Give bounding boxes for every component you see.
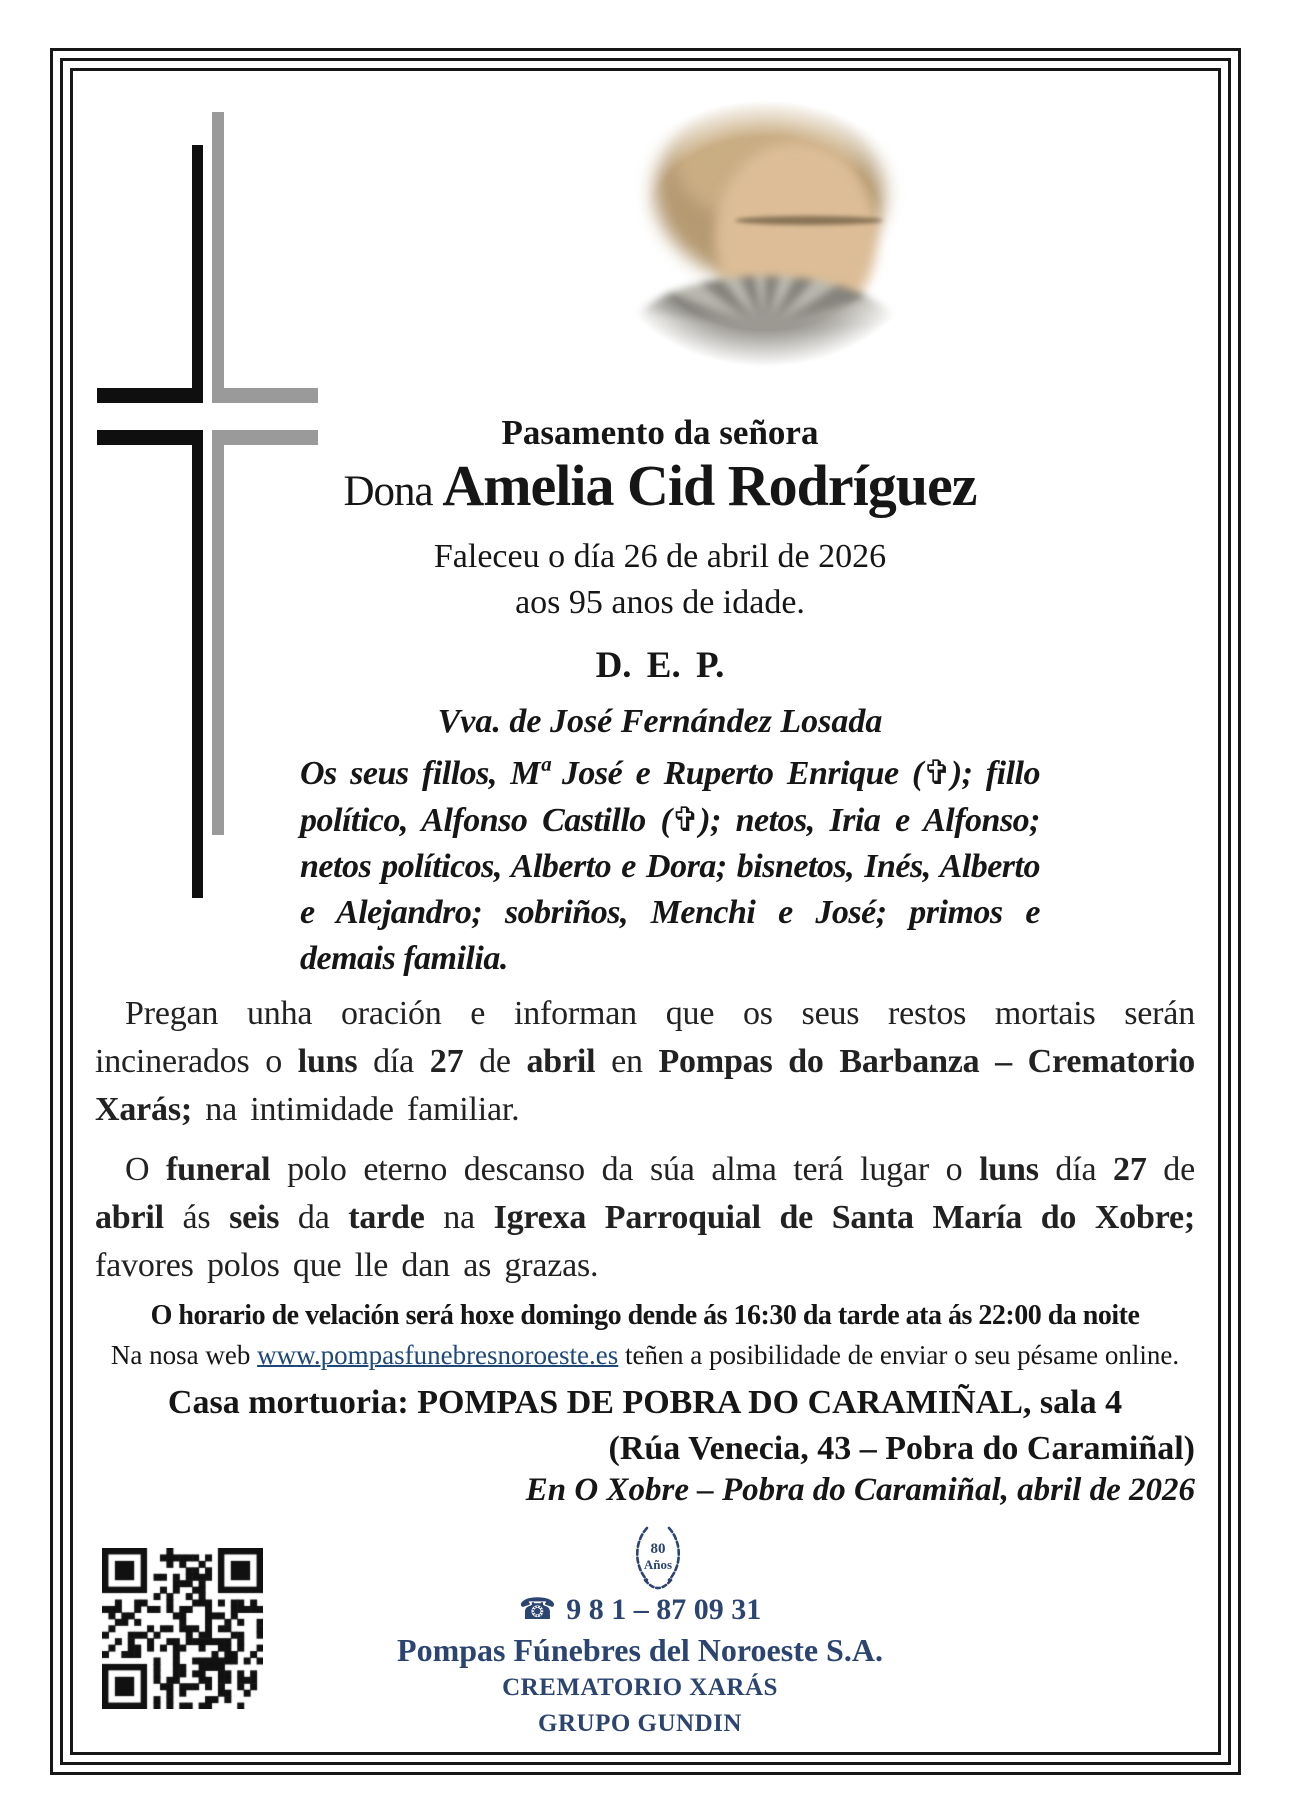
website-link[interactable]: www.pompasfunebresnoroeste.es	[257, 1340, 619, 1370]
mortuary-line: Casa mortuoria: POMPAS DE POBRA DO CARAMIÑAL, sala 4	[167, 1384, 1123, 1421]
address-line: (Rúa Venecia, 43 – Pobra do Caramiñal)	[608, 1430, 1195, 1467]
honorific: Dona	[343, 468, 443, 515]
funeral-paragraph: O funeral polo eterno descanso da súa alma terá lugar o luns día 27 de abril ás seis da tarde na Igrexa Parroquial de Santa María do Xobre; favores polos que lle dan as grazas.	[95, 1151, 1195, 1284]
cross-bar	[97, 388, 203, 403]
portrait-glasses	[735, 216, 883, 225]
cross-bar	[192, 145, 203, 403]
family-paragraph: Os seus fillos, Mª José e Ruperto Enrique (✞); fillo político, Alfonso Castillo (✞); netos, Iria e Alfonso; netos políticos, Alberto e Dora; bisnetos, Inés, Alberto e Alejandro; sobriños, Menchi e José; primos e demais familia.	[300, 753, 1040, 977]
80-anos-laurel-logo	[612, 1522, 704, 1596]
cross-bar	[212, 388, 318, 403]
cross-bar	[212, 112, 224, 403]
deceased-cross-symbol: ✞	[671, 800, 700, 840]
phone-number: 9 8 1 – 87 09 31	[566, 1593, 762, 1626]
logo-80-text: 80	[650, 1541, 666, 1557]
deceased-name-line	[120, 452, 1200, 519]
phone-line	[95, 1592, 1185, 1627]
telephone-icon: ☎	[518, 1592, 557, 1627]
place-date-line: En O Xobre – Pobra do Caramiñal, abril de 2026	[525, 1472, 1195, 1508]
wake-hours-line: O horario de velación será hoxe domingo dende ás 16:30 da tarde ata ás 22:00 da noite	[150, 1300, 1140, 1331]
widow-line: Vva. de José Fernández Losada	[437, 703, 883, 740]
announcement-line: Pasamento da señora	[501, 413, 819, 452]
logo-anos-text: Años	[643, 1557, 673, 1572]
website-line: Na nosa web www.pompasfunebresnoroeste.es teñen a posibilidade de enviar o seu pésame online.	[110, 1340, 1180, 1370]
death-date-line: Faleceu o día 26 de abril de 2026	[433, 538, 887, 575]
deceased-name: Amelia Cid Rodríguez	[442, 453, 977, 518]
cremation-paragraph: Pregan unha oración e informan que os seus restos mortais serán incinerados o luns día 27 de abril en Pompas do Barbanza – Crematorio Xarás; na intimidade familiar.	[95, 995, 1195, 1128]
age-line: aos 95 anos de idade.	[515, 584, 805, 621]
crematorio-line: CREMATORIO XARÁS	[502, 1674, 778, 1701]
deceased-cross-symbol: ✞	[922, 753, 951, 793]
grupo-line: GRUPO GUNDIN	[538, 1710, 742, 1737]
deceased-portrait-photo	[565, 80, 965, 400]
funeral-company-name: Pompas Fúnebres del Noroeste S.A.	[397, 1632, 883, 1668]
dep-line: D. E. P.	[595, 645, 725, 686]
